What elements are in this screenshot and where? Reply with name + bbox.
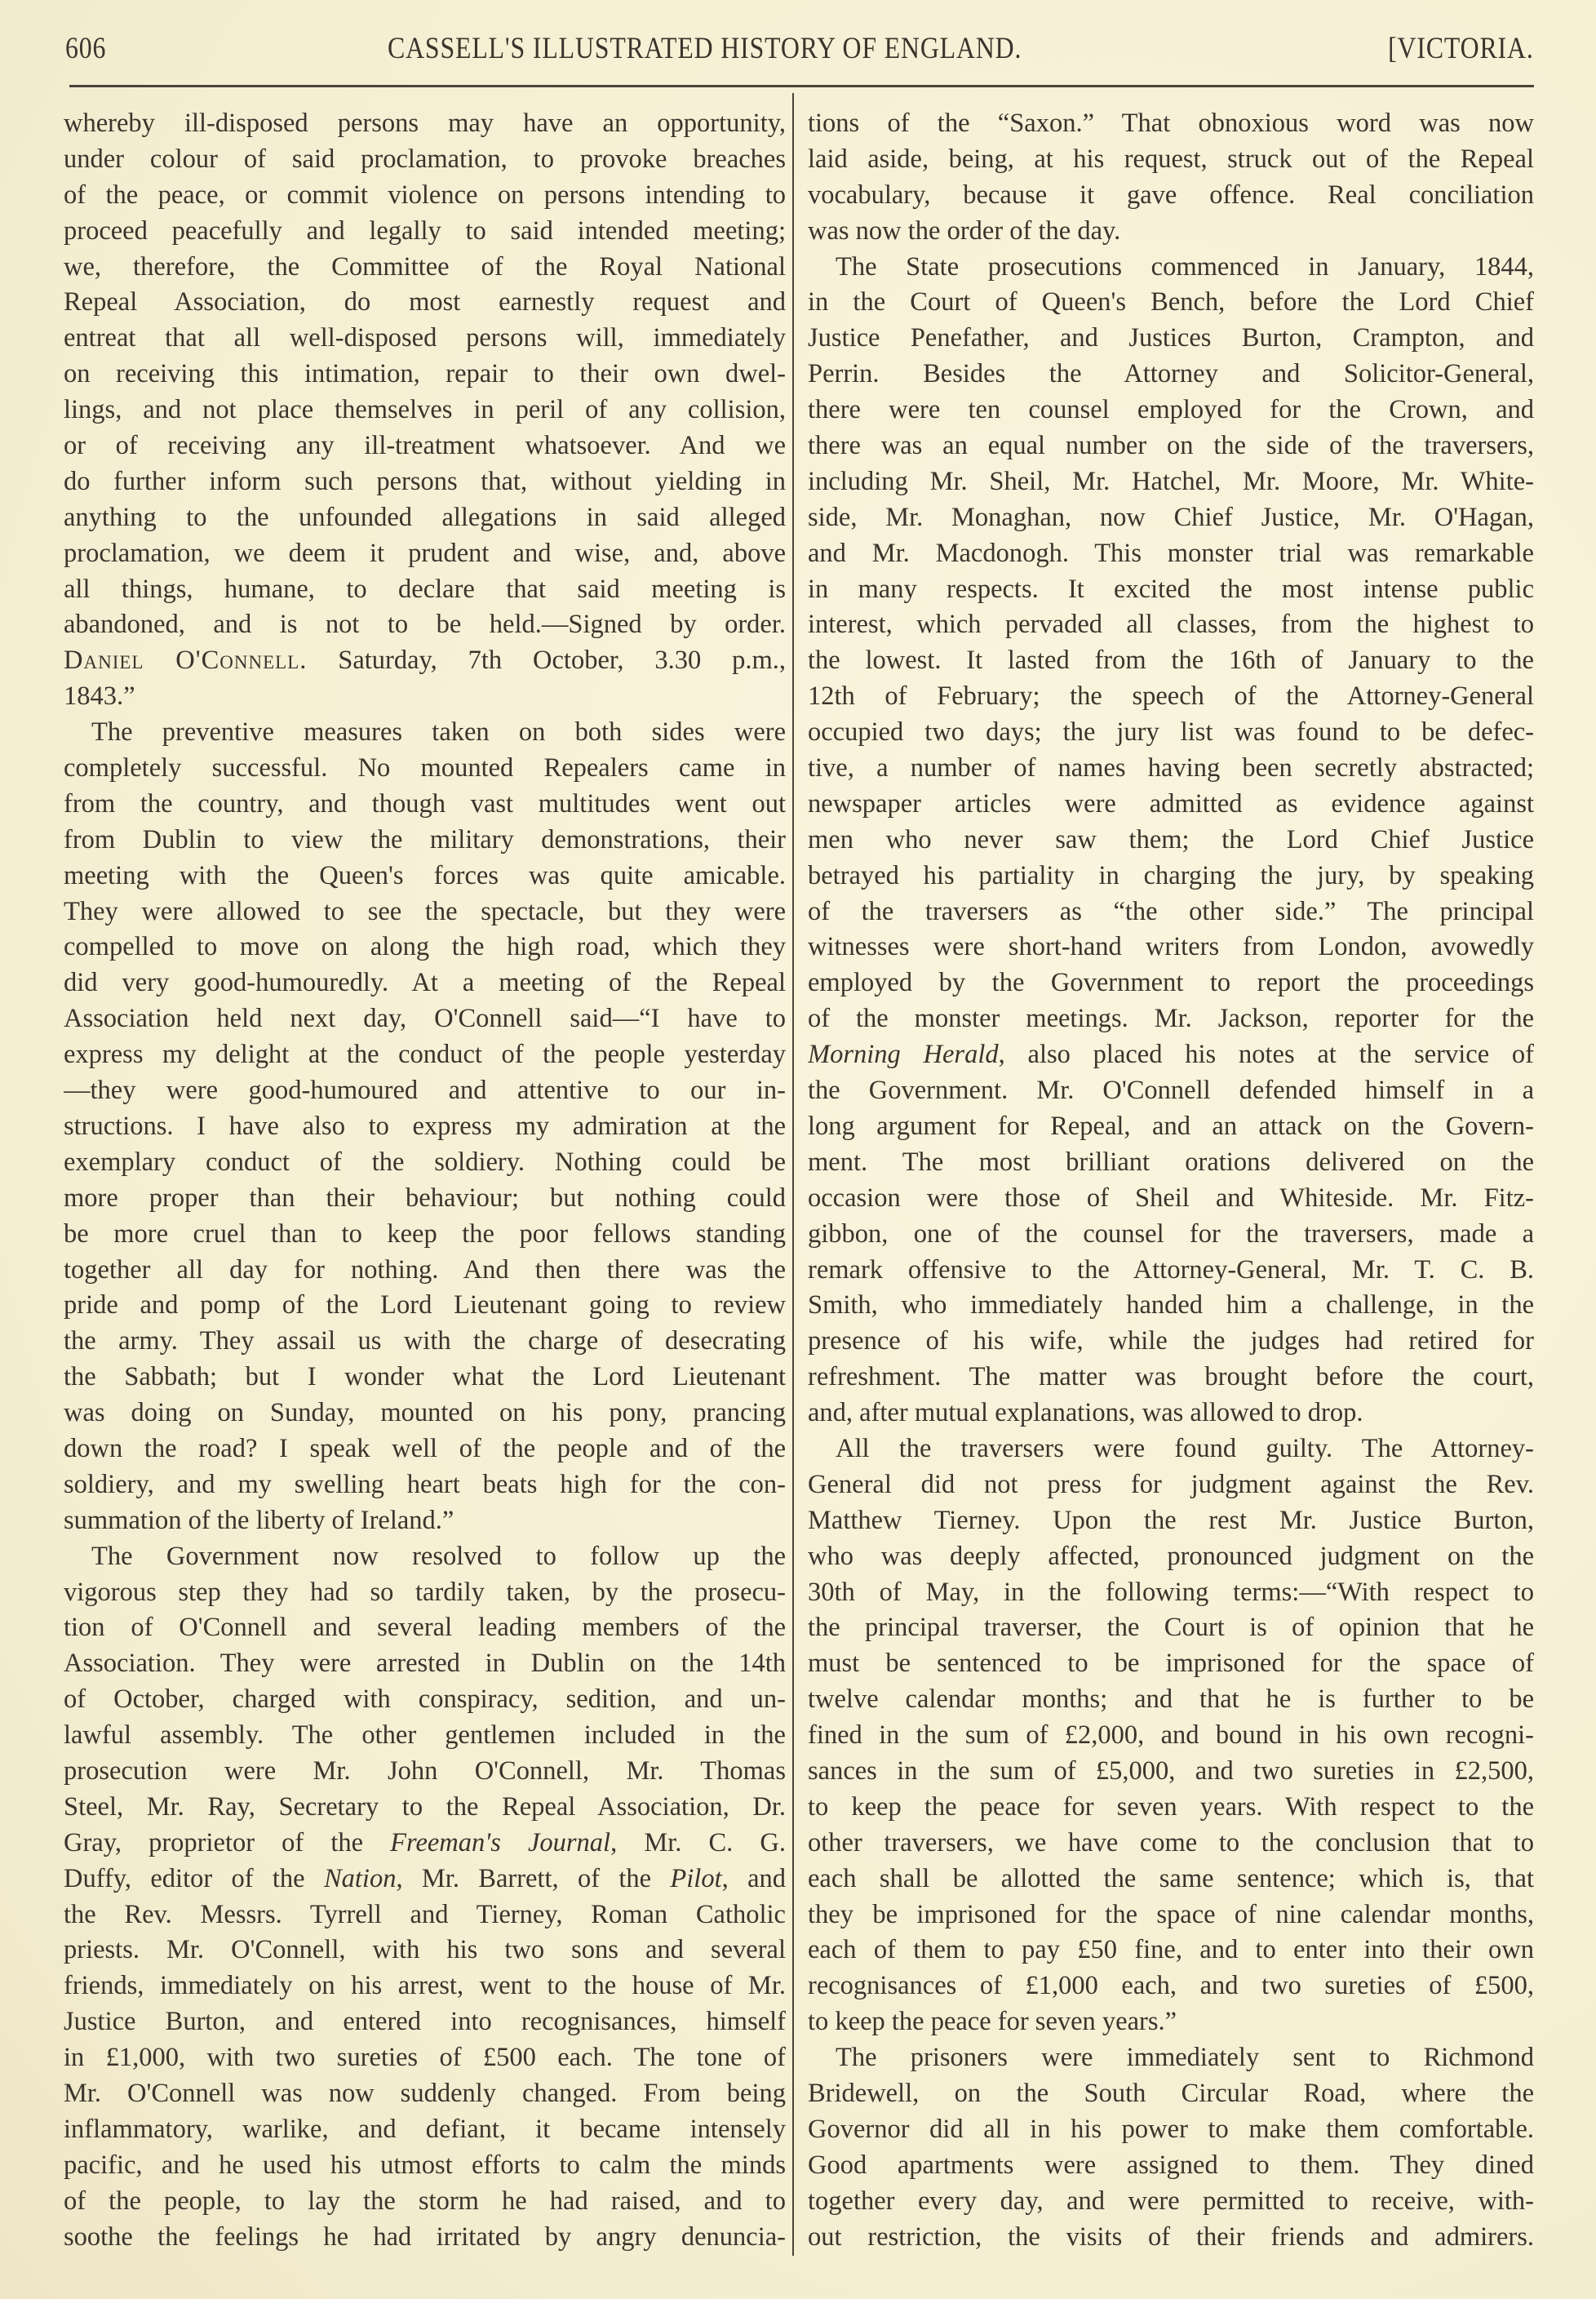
running-title: CASSELL'S ILLUSTRATED HISTORY OF ENGLAND. [388, 32, 1022, 65]
text-line: presence of his wife, while the judges had retired for [808, 1326, 1534, 1356]
text-line: —they were good-humoured and attentive to our in- [64, 1076, 786, 1106]
text-run: , Mr. Barrett, of the [396, 1863, 671, 1893]
text-line: pacific, and he used his utmost efforts to calm the minds [64, 2150, 786, 2180]
text-line [64, 643, 786, 679]
text-line [808, 1037, 1534, 1073]
text-line: Mr. O'Connell was now suddenly changed. From being [64, 2078, 786, 2108]
text-line: Justice Burton, and entered into recognisances, himself [64, 2007, 786, 2037]
text-line: must be sentenced to be imprisoned for the space of [808, 1649, 1534, 1679]
text-line: 30th of May, in the following terms:—“With respect to [808, 1577, 1534, 1607]
text-line: was doing on Sunday, mounted on his pony, prancing [64, 1398, 786, 1428]
text-line: entreat that all well-disposed persons will, immediately [64, 323, 786, 353]
text-line: proceed peacefully and legally to said intended meeting; [64, 215, 786, 246]
text-line: refreshment. The matter was brought before the court, [808, 1362, 1534, 1392]
text-line: in many respects. It excited the most intense public [808, 574, 1534, 604]
text-line: priests. Mr. O'Connell, with his two sons and several [64, 1935, 786, 1965]
text-line: together every day, and were permitted to receive, with- [808, 2186, 1534, 2216]
text-line: betrayed his partiality in charging the jury, by speaking [808, 860, 1534, 890]
header-rule [69, 85, 1534, 87]
text-line: including Mr. Sheil, Mr. Hatchel, Mr. Moore, Mr. White- [808, 466, 1534, 496]
text-line: The State prosecutions commenced in January, 1844, [836, 251, 1534, 282]
text-line: interest, which pervaded all classes, from the highest to [808, 610, 1534, 640]
text-line: Good apartments were assigned to them. They dined [808, 2150, 1534, 2180]
left-column [64, 106, 786, 2255]
text-line: long argument for Repeal, and an attack on the Govern- [808, 1111, 1534, 1141]
italic-title: Morning Herald [808, 1040, 999, 1070]
text-line: Association held next day, O'Connell said—“I have to [64, 1004, 786, 1034]
text-line: tive, a number of names having been secretly abstracted; [808, 753, 1534, 783]
text-line: Governor did all in his power to make them comfortable. [808, 2114, 1534, 2144]
text-line: employed by the Government to report the proceedings [808, 968, 1534, 998]
text-line: summation of the liberty of Ireland.” [64, 1505, 454, 1535]
text-line: witnesses were short-hand writers from London, avowedly [808, 932, 1534, 962]
text-line: was now the order of the day. [808, 215, 1121, 246]
text-line: They were allowed to see the spectacle, but they were [64, 896, 786, 926]
text-line: there were ten counsel employed for the Crown, and [808, 395, 1534, 425]
text-line: vocabulary, because it gave offence. Real conciliation [808, 180, 1534, 210]
text-run: , Mr. C. G. [610, 1827, 786, 1857]
text-line: did very good-humouredly. At a meeting of the Repeal [64, 968, 786, 998]
text-line: on receiving this intimation, repair to their own dwel- [64, 359, 786, 389]
text-line: other traversers, we have come to the conclusion that to [808, 1827, 1534, 1857]
text-line: of the traversers as “the other side.” The principal [808, 896, 1534, 926]
text-line: more proper than their behaviour; but nothing could [64, 1183, 786, 1213]
text-line: who was deeply affected, pronounced judgment on the [808, 1541, 1534, 1571]
text-line: to keep the peace for seven years.” [808, 2007, 1177, 2037]
text-line: The prisoners were immediately sent to Richmond [836, 2043, 1534, 2073]
text-line: in the Court of Queen's Bench, before the Lord Chief [808, 287, 1534, 317]
text-line: Association. They were arrested in Dublin on the 14th [64, 1649, 786, 1679]
text-line: Repeal Association, do most earnestly request and [64, 287, 786, 317]
text-run: Duffy, editor of the [64, 1863, 324, 1893]
text-line: the Sabbath; but I wonder what the Lord Lieutenant [64, 1362, 786, 1392]
text-line: each shall be allotted the same sentence; which is, that [808, 1863, 1534, 1893]
text-line: Steel, Mr. Ray, Secretary to the Repeal Association, Dr. [64, 1791, 786, 1822]
text-line: in £1,000, with two sureties of £500 each. The tone of [64, 2043, 786, 2073]
text-line: All the traversers were found guilty. The Attorney- [836, 1433, 1534, 1463]
text-line: soldiery, and my swelling heart beats high for the con- [64, 1469, 786, 1499]
text-line: there was an equal number on the side of the traversers, [808, 431, 1534, 461]
text-line: meeting with the Queen's forces was quite amicable. [64, 860, 786, 890]
text-line: the lowest. It lasted from the 16th of January to the [808, 646, 1534, 676]
text-line: and, after mutual explanations, was allowed to drop. [808, 1398, 1363, 1428]
text-line: whereby ill-disposed persons may have an opportunity, [64, 109, 786, 138]
text-line: vigorous step they had so tardily taken, by the prosecu- [64, 1577, 786, 1607]
text-run: Saturday, 7th October, 3.30 p.m., [307, 646, 786, 676]
text-line: the Government. Mr. O'Connell defended himself in a [808, 1076, 1534, 1106]
text-line: Matthew Tierney. Upon the rest Mr. Justice Burton, [808, 1505, 1534, 1535]
text-line: they be imprisoned for the space of nine calendar months, [808, 1899, 1534, 1929]
text-line: recognisances of £1,000 each, and two sureties of £500, [808, 1971, 1534, 2001]
text-line: together all day for nothing. And then there was the [64, 1254, 786, 1285]
italic-title: Pilot [670, 1863, 722, 1893]
text-line: General did not press for judgment against the Rev. [808, 1469, 1534, 1499]
text-line: lawful assembly. The other gentlemen included in the [64, 1720, 786, 1751]
running-header [65, 31, 1534, 80]
text-line: ment. The most brilliant orations delivered on the [808, 1147, 1534, 1177]
text-line: tion of O'Connell and several leading members of the [64, 1613, 786, 1643]
text-line: Smith, who immediately handed him a challenge, in the [808, 1290, 1534, 1320]
text-line: The Government now resolved to follow up the [91, 1541, 786, 1571]
text-line: newspaper articles were admitted as evidence against [808, 788, 1534, 819]
text-line: twelve calendar months; and that he is further to be [808, 1684, 1534, 1715]
text-line: occasion were those of Sheil and Whiteside. Mr. Fitz- [808, 1183, 1534, 1213]
text-line: laid aside, being, at his request, struck out of the Repeal [808, 144, 1534, 174]
text-line: gibbon, one of the counsel for the traversers, made a [808, 1218, 1534, 1249]
text-line: Bridewell, on the South Circular Road, where the [808, 2078, 1534, 2108]
text-line: prosecution were Mr. John O'Connell, Mr. Thomas [64, 1755, 786, 1786]
text-line: the principal traverser, the Court is of opinion that he [808, 1613, 1534, 1643]
text-line: to keep the peace for seven years. With respect to the [808, 1791, 1534, 1822]
text-line: from the country, and though vast multitudes went out [64, 788, 786, 819]
text-line: The preventive measures taken on both sides were [91, 717, 786, 748]
text-line: express my delight at the conduct of the people yesterday [64, 1040, 786, 1070]
text-line: the army. They assail us with the charge of desecrating [64, 1326, 786, 1356]
column-divider [792, 93, 794, 2256]
text-line: out restriction, the visits of their friends and admirers. [808, 2221, 1534, 2252]
text-line: down the road? I speak well of the people and of the [64, 1433, 786, 1463]
signature-name: Daniel O'Connell. [64, 646, 308, 676]
text-run: , also placed his notes at the service of [998, 1040, 1534, 1070]
text-line: side, Mr. Monaghan, now Chief Justice, Mr. O'Hagan, [808, 502, 1534, 532]
text-line: soothe the feelings he had irritated by angry denuncia- [64, 2221, 786, 2252]
text-line: pride and pomp of the Lord Lieutenant going to review [64, 1290, 786, 1320]
italic-title: Freeman's Journal [390, 1827, 611, 1857]
text-line: structions. I have also to express my admiration at the [64, 1111, 786, 1141]
text-line: remark offensive to the Attorney-General, Mr. T. C. B. [808, 1254, 1534, 1285]
text-line [64, 1826, 786, 1862]
text-line: and Mr. Macdonogh. This monster trial was remarkable [808, 538, 1534, 568]
text-line: from Dublin to view the military demonstrations, their [64, 824, 786, 854]
text-line: Justice Penefather, and Justices Burton, Crampton, and [808, 323, 1534, 353]
text-line: we, therefore, the Committee of the Royal National [64, 251, 786, 282]
text-line: of the peace, or commit violence on persons intending to [64, 180, 786, 210]
right-column [808, 106, 1534, 2255]
text-line: sances in the sum of £5,000, and two sureties in £2,500, [808, 1755, 1534, 1786]
text-line: all things, humane, to declare that said meeting is [64, 574, 786, 604]
section-label: [VICTORIA. [1388, 32, 1534, 65]
text-line: anything to the unfounded allegations in said alleged [64, 502, 786, 532]
text-run: , and [721, 1863, 786, 1893]
page-number: 606 [65, 32, 107, 65]
text-line: tions of the “Saxon.” That obnoxious word was now [808, 109, 1534, 138]
text-line: lings, and not place themselves in peril of any collision, [64, 395, 786, 425]
text-line: men who never saw them; the Lord Chief Justice [808, 824, 1534, 854]
text-line: be more cruel than to keep the poor fellows standing [64, 1218, 786, 1249]
text-line: proclamation, we deem it prudent and wise, and, above [64, 538, 786, 568]
italic-title: Nation [323, 1863, 397, 1893]
text-line: of the monster meetings. Mr. Jackson, reporter for the [808, 1004, 1534, 1034]
text-line: compelled to move on along the high road, which they [64, 932, 786, 962]
text-run: Gray, proprietor of the [64, 1827, 391, 1857]
text-line: the Rev. Messrs. Tyrrell and Tierney, Roman Catholic [64, 1899, 786, 1929]
text-line: friends, immediately on his arrest, went to the house of Mr. [64, 1971, 786, 2001]
text-line: of the people, to lay the storm he had raised, and to [64, 2186, 786, 2216]
text-line: 12th of February; the speech of the Attorney-General [808, 681, 1534, 712]
text-line: abandoned, and is not to be held.—Signed by order. [64, 610, 786, 640]
text-line: Perrin. Besides the Attorney and Solicitor-General, [808, 359, 1534, 389]
text-line [64, 1862, 786, 1897]
text-line: of October, charged with conspiracy, sedition, and un- [64, 1684, 786, 1715]
text-line: 1843.” [64, 681, 135, 712]
text-line: do further inform such persons that, without yielding in [64, 466, 786, 496]
text-line: occupied two days; the jury list was found to be defec- [808, 717, 1534, 748]
text-line: or of receiving any ill-treatment whatsoever. And we [64, 431, 786, 461]
text-line: exemplary conduct of the soldiery. Nothing could be [64, 1147, 786, 1177]
text-line: completely successful. No mounted Repealers came in [64, 753, 786, 783]
text-line: inflammatory, warlike, and defiant, it became intensely [64, 2114, 786, 2144]
text-line: fined in the sum of £2,000, and bound in his own recogni- [808, 1720, 1534, 1751]
text-line: under colour of said proclamation, to provoke breaches [64, 144, 786, 174]
text-line: each of them to pay £50 fine, and to enter into their own [808, 1935, 1534, 1965]
